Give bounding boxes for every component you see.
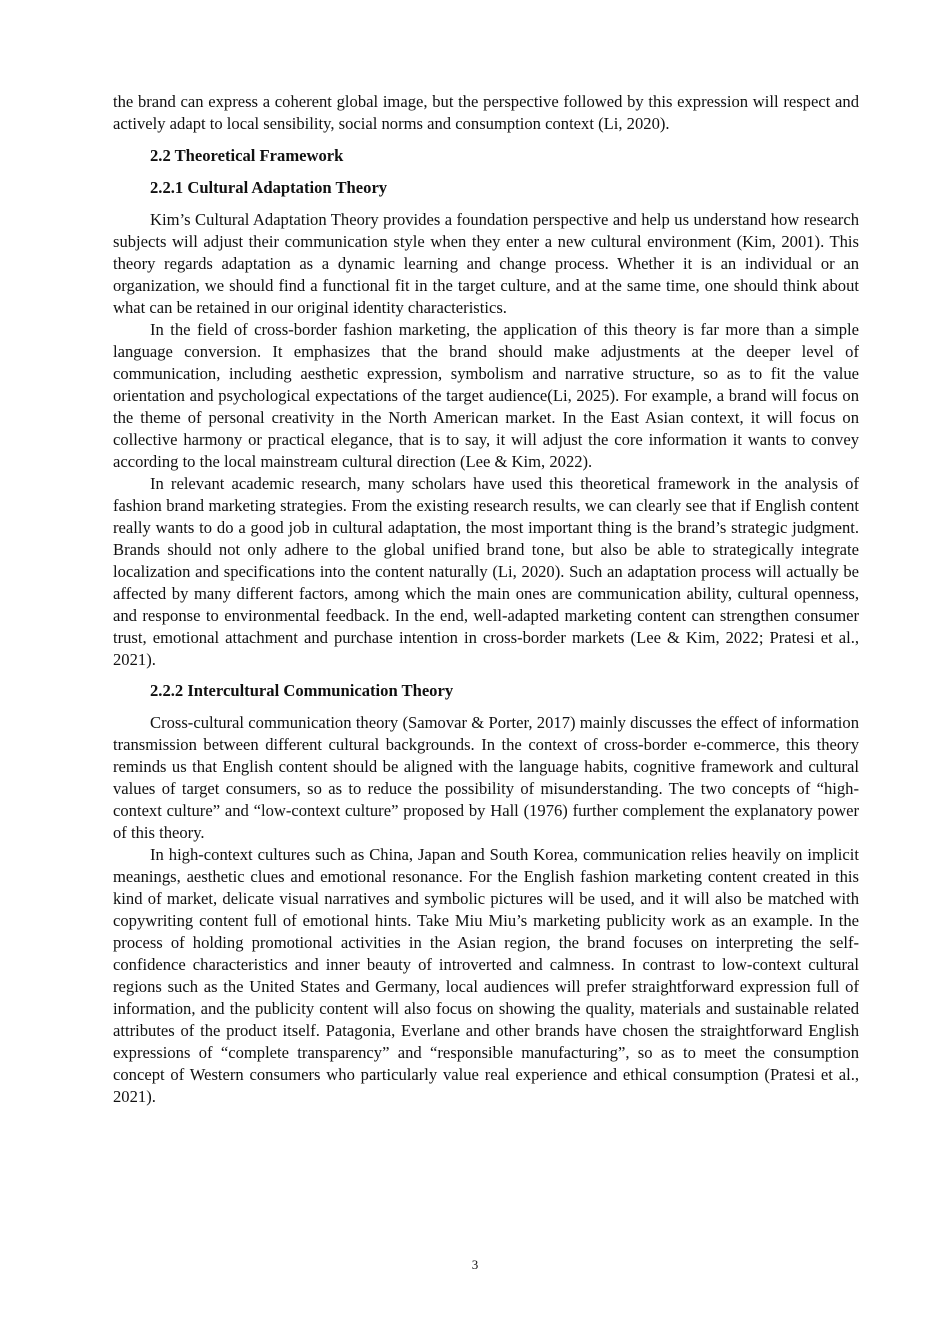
paragraph-intercultural-communication-1: Cross-cultural communication theory (Samovar & Porter, 2017) mainly discusses the effect of information transmission between different cultural backgrounds. In the context of cross-border e-commerce, this theory reminds us that English content should be aligned with the language habits, cognitive framework and cultural values of target consumers, so as to reduce the possibility of misunderstanding. The two concepts of “high-context culture” and “low-context culture” proposed by Hall (1976) further complement the explanatory power of this theory. [113, 713, 859, 842]
paragraph-intercultural-communication-2: In high-context cultures such as China, Japan and South Korea, communication relies heavily on implicit meanings, aesthetic clues and emotional resonance. For the English fashion marketing content created in this kind of market, delicate visual narratives and symbolic pictures will be used, and it will also be matched with copywriting content full of emotional hints. Take Miu Miu’s marketing publicity work as an example. In the process of holding promotional activities in the Asian region, the brand focuses on interpreting the self-confidence characteristics and inner beauty of introverted and calmness. In contrast to low-context cultural regions such as the United States and Germany, local audiences will prefer straightforward expression full of information, and the publicity content will also focus on showing the quality, materials and sustainable related attributes of the product itself. Patagonia, Everlane and other brands have chosen the straightforward English expressions of “complete transparency” and “responsible manufacturing”, so as to meet the consumption concept of Western consumers who particularly value real experience and ethical consumption (Pratesi et al., 2021). [113, 845, 859, 1106]
subsection-heading-cultural-adaptation-theory: 2.2.1 Cultural Adaptation Theory [150, 178, 388, 197]
page-body [113, 91, 859, 1108]
page-number: 3 [471, 1257, 479, 1272]
paragraph-intro-continued: the brand can express a coherent global image, but the perspective followed by this expression will respect and actively adapt to local sensibility, social norms and consumption context (Li, 2020). [113, 92, 859, 133]
paragraph-cultural-adaptation-2: In the field of cross-border fashion marketing, the application of this theory is far more than a simple language conversion. It emphasizes that the brand should make adjustments at the deeper level of communication, including aesthetic expression, symbolism and narrative structure, so as to fit the value orientation and psychological expectations of the target audience(Li, 2025). For example, a brand will focus on the theme of personal creativity in the North American market. In the East Asian context, it will focus on collective harmony or practical elegance, that is to say, it will adjust the core information it wants to convey according to the local mainstream cultural direction (Lee & Kim, 2022). [113, 320, 859, 471]
subsection-heading-intercultural-communication-theory: 2.2.2 Intercultural Communication Theory [150, 681, 454, 700]
paragraph-cultural-adaptation-1: Kim’s Cultural Adaptation Theory provides a foundation perspective and help us understand how research subjects will adjust their communication style when they enter a new cultural environment (Kim, 2001). This theory regards adaptation as a dynamic learning and change process. Whether it is an individual or an organization, we should find a functional fit in the target culture, and at the same time, one should think about what can be retained in our original identity characteristics. [113, 210, 859, 317]
paragraph-cultural-adaptation-3: In relevant academic research, many scholars have used this theoretical framework in the analysis of fashion brand marketing strategies. From the existing research results, we can clearly see that if English content really wants to do a good job in cultural adaptation, the most important thing is the brand’s strategic judgment. Brands should not only adhere to the global unified brand tone, but also be able to strategically integrate localization and specifications into the content naturally (Li, 2020). Such an adaptation process will actually be affected by many different factors, among which the main ones are communication ability, cultural openness, and response to environmental feedback. In the end, well-adapted marketing content can strengthen consumer trust, emotional attachment and purchase intention in cross-border markets (Lee & Kim, 2022; Pratesi et al., 2021). [113, 474, 859, 669]
section-heading-theoretical-framework: 2.2 Theoretical Framework [150, 146, 344, 165]
